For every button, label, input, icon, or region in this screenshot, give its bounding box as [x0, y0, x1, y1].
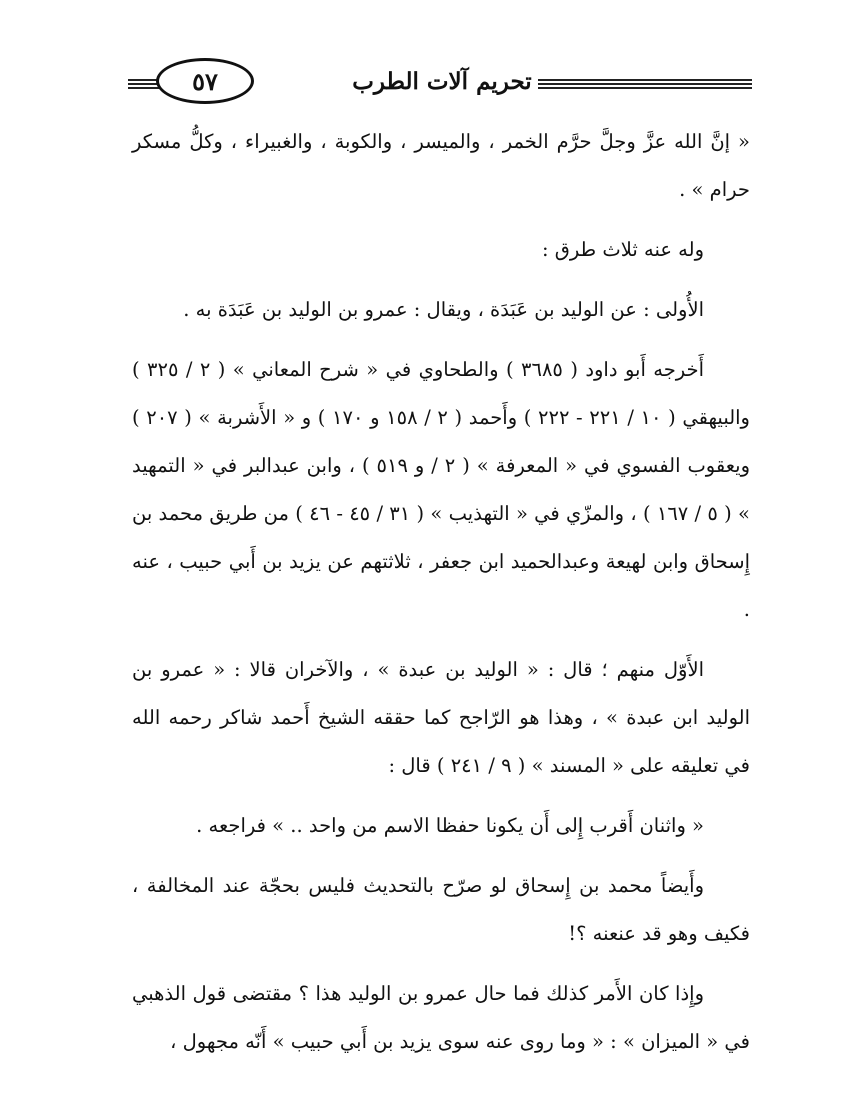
paragraph-first-of-them: الأَوّل منهم ؛ قال : « الوليد بن عبدة » ، والآخران قالا : « عمرو بن الوليد ابن عبدة » ، وهذا هو الرّاجح كما حققه الشيخ أَحمد شاكر رحمه الله في تعليقه على « المسند » ( ٩ / ٢٤١ ) قال :: [132, 658, 750, 777]
paragraph-ibn-ishaq: وأَيضاً محمد بن إِسحاق لو صرّح بالتحديث فليس بحجّة عند المخالفة ، فكيف وهو قد عنعنه ؟!: [132, 874, 750, 945]
paragraph-routes-intro: وله عنه ثلاث طرق :: [542, 238, 704, 261]
paragraph-hadith-text: « إنَّ الله عزَّ وجلَّ حرَّم الخمر ، والميسر ، والكوبة ، والغبيراء ، وكلُّ مسكر حرام » .: [132, 130, 750, 201]
page-number-badge: [156, 58, 254, 104]
header-rule-right: [538, 79, 752, 91]
page-number: ٥٧: [192, 66, 218, 96]
paragraph-quote-shakir: « واثنان أَقرب إِلى أَن يكونا حفظا الاسم من واحد .. » فراجعه .: [196, 814, 704, 837]
paragraph-takhrij: أَخرجه أَبو داود ( ٣٦٨٥ ) والطحاوي في « شرح المعاني » ( ٢ / ٣٢٥ ) والبيهقي ( ١٠ / ٢٢١ - ٢٢٢ ) وأَحمد ( ٢ / ١٥٨ و ١٧٠ ) و « الأَشربة » ( ٢٠٧ ) ويعقوب الفسوي في « المعرفة » ( ٢ / و ٥١٩ ) ، وابن عبدالبر في « التمهيد » ( ٥ / ١٦٧ ) ، والمزّي في « التهذيب » ( ٣١ / ٤٥ - ٤٦ ) من طريق محمد بن إِسحاق وابن لهيعة وعبدالحميد ابن جعفر ، ثلاثتهم عن يزيد بن أَبي حبيب ، عنه .: [132, 358, 750, 621]
page-body: [132, 118, 750, 1066]
running-title: تحريم آلات الطرب: [352, 68, 532, 95]
paragraph-amr-status: وإِذا كان الأَمر كذلك فما حال عمرو بن الوليد هذا ؟ مقتضى قول الذهبي في « الميزان » : « وما روى عنه سوى يزيد بن أَبي حبيب » أَنّه مجهول ،: [132, 982, 750, 1053]
paragraph-first-route: الأُولى : عن الوليد بن عَبَدَة ، ويقال : عمرو بن الوليد بن عَبَدَة به .: [183, 298, 704, 321]
page-header: [128, 52, 752, 108]
